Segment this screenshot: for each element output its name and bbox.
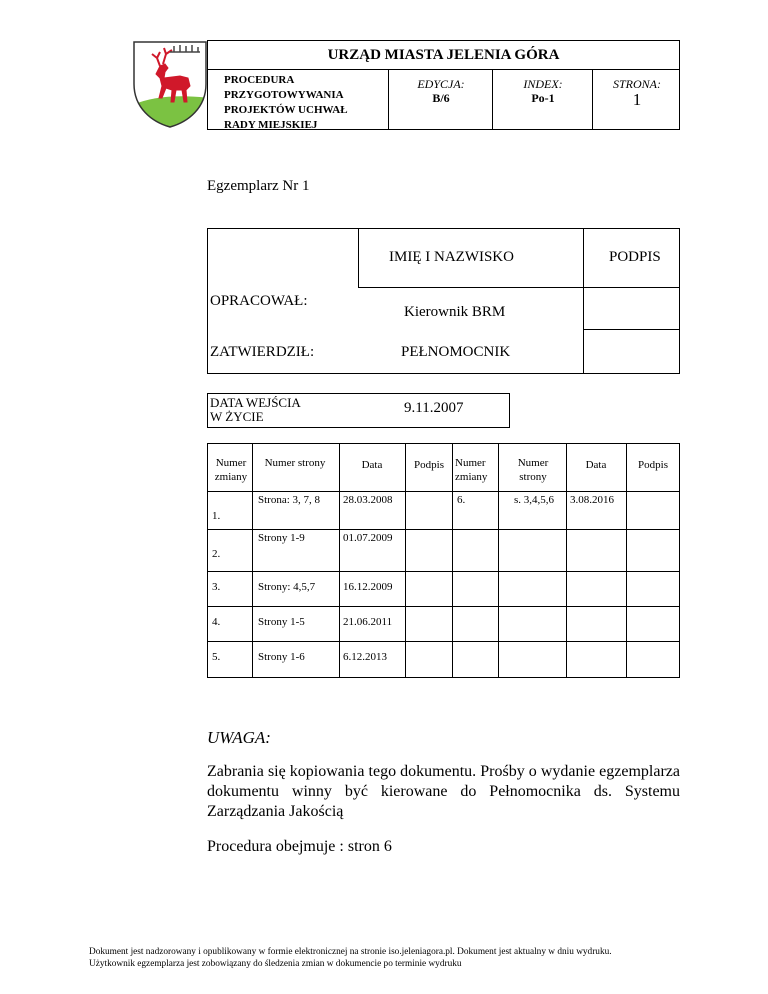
change-date: 3.08.2016 <box>570 494 614 506</box>
change-date: 6.12.2013 <box>343 651 387 663</box>
change-date: 28.03.2008 <box>343 494 393 506</box>
pages-count-text: Procedura obejmuje : stron 6 <box>207 838 392 855</box>
change-number: 6. <box>457 494 466 506</box>
city-crest-logo <box>130 40 210 128</box>
approved-value: PEŁNOMOCNIK <box>401 344 511 360</box>
changes-table <box>207 443 680 678</box>
note-text: Zabrania się kopiowania tego dokumentu. Prośby o wydanie egzemplarza dokumentu winny być kierowane do Pełnomocnika ds. Systemu Zarządzania Jakością <box>207 763 680 820</box>
change-number: 4. <box>212 616 221 628</box>
header-date: Data <box>361 459 383 471</box>
divider <box>208 641 679 642</box>
effective-date-box <box>207 393 510 428</box>
header-signature: Podpis <box>414 459 444 471</box>
divider <box>252 444 253 677</box>
change-date: 01.07.2009 <box>343 532 393 544</box>
office-title: URZĄD MIASTA JELENIA GÓRA <box>208 41 679 70</box>
name-column-header: IMIĘ I NAZWISKO <box>389 249 514 265</box>
change-pages: Strony 1-6 <box>258 651 305 663</box>
prepared-label: OPRACOWAŁ: <box>210 293 308 309</box>
footer-note: Dokument jest nadzorowany i opublikowany w formie elektronicznej na stronie iso.jeleniagora.pl. Dokument jest aktualny w dniu wydruku. Użytkownik egzemplarza jest zobowiązany do śledzenia zmian w dokumencie po terminie wydruku <box>89 947 612 969</box>
header-page-number-2: Numer strony <box>517 457 549 483</box>
divider <box>358 287 680 288</box>
divider <box>339 444 340 677</box>
change-number: 2. <box>212 548 221 560</box>
index-cell: INDEX: Po-1 <box>492 69 593 129</box>
effective-date-value: 9.11.2007 <box>404 400 464 416</box>
divider <box>208 529 679 530</box>
signature-column-header: PODPIS <box>609 249 661 265</box>
change-number: 1. <box>212 510 221 522</box>
edition-cell: EDYCJA: B/6 <box>388 69 493 129</box>
effective-date-label: DATA WEJŚCIA W ŻYCIE <box>210 395 301 424</box>
approved-label: ZATWIERDZIŁ: <box>210 344 315 360</box>
divider <box>208 571 679 572</box>
procedure-title: PROCEDURA PRZYGOTOWYWANIA PROJEKTÓW UCHWAŁ RADY MIEJSKIEJ <box>224 74 348 131</box>
copy-number: Egzemplarz Nr 1 <box>207 178 310 194</box>
change-pages: Strony 1-5 <box>258 616 305 628</box>
divider <box>208 606 679 607</box>
change-pages: s. 3,4,5,6 <box>514 494 555 506</box>
change-number: 3. <box>212 581 221 593</box>
divider <box>566 444 567 677</box>
divider <box>583 329 680 330</box>
prepared-value: Kierownik BRM <box>404 304 506 320</box>
header-page-number: Numer strony <box>264 457 326 469</box>
document-header <box>207 40 680 130</box>
divider <box>208 491 679 492</box>
header-change-number: Numer zmiany <box>214 457 248 483</box>
divider <box>358 229 359 287</box>
change-pages: Strona: 3, 7, 8 <box>258 494 321 506</box>
change-date: 16.12.2009 <box>343 581 393 593</box>
header-change-number-2: Numer zmiany <box>455 457 488 483</box>
change-date: 21.06.2011 <box>343 616 393 628</box>
header-date-2: Data <box>585 459 607 471</box>
header-signature-2: Podpis <box>638 459 668 471</box>
page-cell: STRONA: 1 <box>592 69 681 129</box>
note-title: UWAGA: <box>207 728 271 747</box>
change-pages: Strony 1-9 <box>258 532 305 544</box>
divider <box>626 444 627 677</box>
divider <box>405 444 406 677</box>
signature-table <box>207 228 680 374</box>
change-pages: Strony: 4,5,7 <box>258 581 316 593</box>
divider <box>583 229 584 373</box>
change-number: 5. <box>212 651 221 663</box>
